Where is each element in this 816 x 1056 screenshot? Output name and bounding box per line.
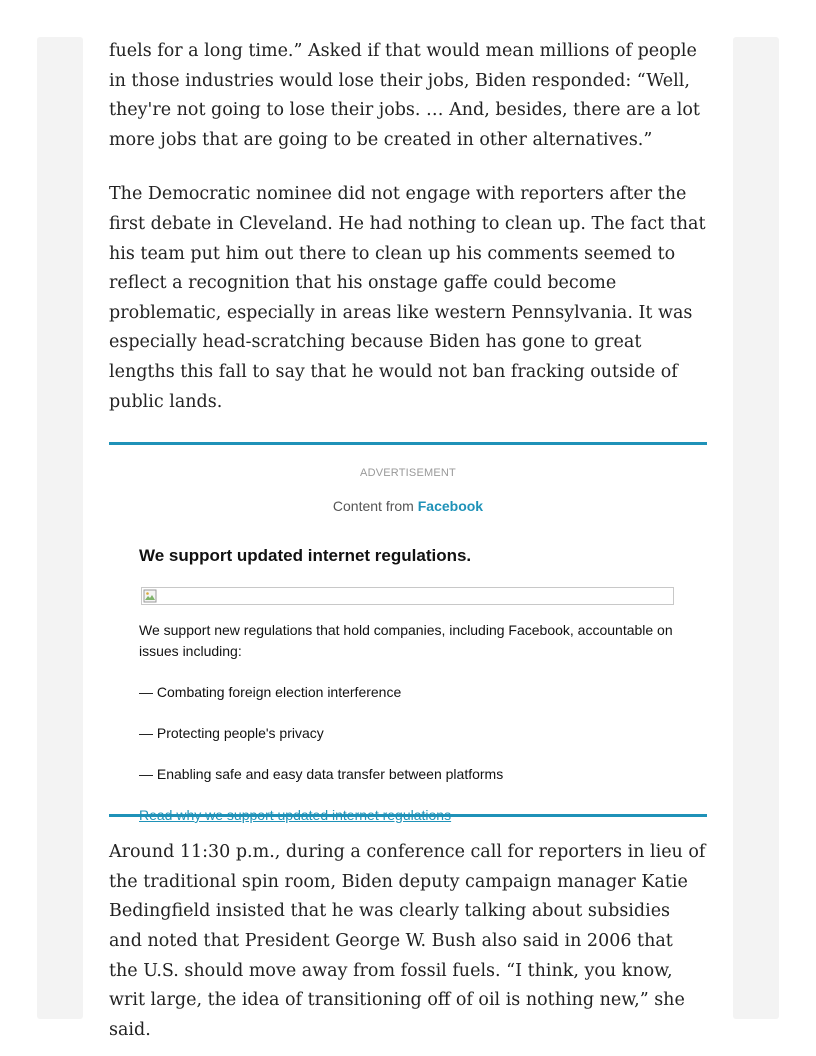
ad-bullet-3: — Enabling safe and easy data transfer between platforms xyxy=(139,765,504,782)
broken-image-icon xyxy=(143,589,157,603)
article-paragraph-3: Around 11:30 p.m., during a conference call for reporters in lieu of the traditional spin room, Biden deputy campaign manager Katie Bedingfield insisted that he was clearly talking about subsidies and noted that President George W. Bush also said in 2006 that the U.S. should move away from fossil fuels. “I think, you know, writ large, the idea of transitioning off of oil is nothing new,” she said. xyxy=(109,842,706,1040)
ad-content xyxy=(139,541,677,829)
ad-bullet-2: — Protecting people's privacy xyxy=(139,724,324,741)
right-gutter xyxy=(733,37,779,1019)
ad-sponsor-name[interactable]: Facebook xyxy=(417,497,484,514)
ad-headline: We support updated internet regulations. xyxy=(139,546,472,566)
ad-bullet-1: — Combating foreign election interference xyxy=(139,683,402,700)
advertisement-label: ADVERTISEMENT xyxy=(360,467,456,480)
left-gutter xyxy=(37,37,83,1019)
article-paragraph-2: The Democratic nominee did not engage with reporters after the first debate in Cleveland. He had nothing to clean up. The fact that his team put him out there to clean up his comments seemed to reflect a recognition that his onstage gaffe could become problematic, especially in areas like western Pennsylvania. It was especially head-scratching because Biden has gone to great lengths this fall to say that he would not ban fracking outside of public lands. xyxy=(109,184,706,412)
article-body xyxy=(109,37,707,1045)
article-paragraph-1: fuels for a long time.” Asked if that would mean millions of people in those industries would lose their jobs, Biden responded: “Well, they're not going to lose their jobs. … And, besides, there are a lot more jobs that are going to be created in other alternatives.” xyxy=(109,41,700,150)
ad-image-placeholder[interactable] xyxy=(141,587,674,605)
ad-sponsor-prefix: Content from xyxy=(332,497,414,514)
advertisement-box xyxy=(109,442,707,823)
ad-read-more-link[interactable]: Read why we support updated internet regulations xyxy=(139,806,452,823)
ad-body-text: We support new regulations that hold companies, including Facebook, accountable on issues including: xyxy=(139,621,673,659)
ad-sponsor-line xyxy=(109,492,707,522)
